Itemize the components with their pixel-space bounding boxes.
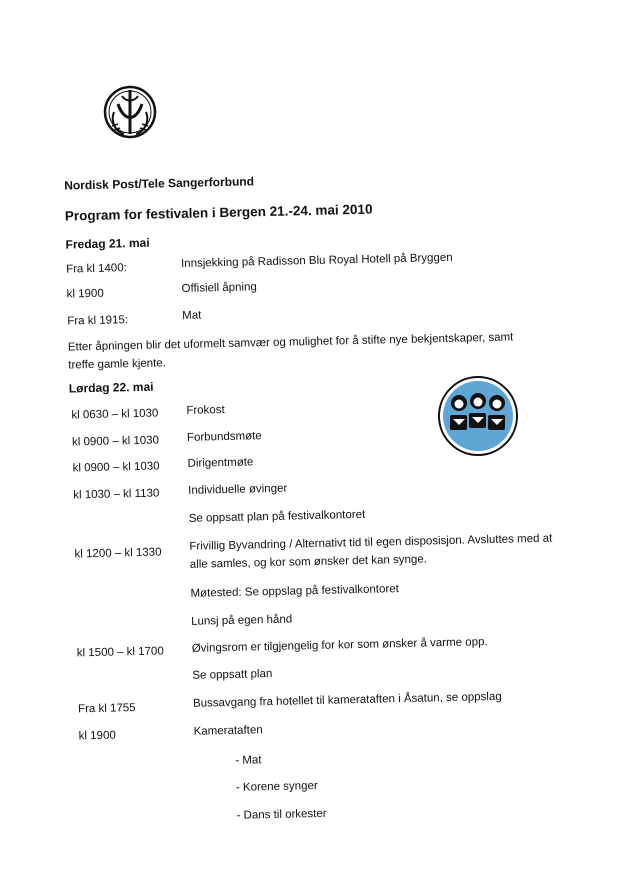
friday-note: Etter åpningen blir det uformelt samvær og mulighet for å stifte nye bekjentskaper, samt treffe gamle kjente. bbox=[67, 331, 514, 372]
schedule-time: kl 0900 – kl 1030 bbox=[72, 460, 160, 475]
schedule-time: kl 0900 – kl 1030 bbox=[71, 434, 160, 449]
saturday-heading: Lørdag 22. mai bbox=[68, 379, 154, 396]
schedule-time: Fra kl 1755 bbox=[77, 702, 136, 716]
schedule-activity: Mat bbox=[182, 309, 202, 322]
schedule-activity: Forbundsmøte bbox=[186, 430, 262, 444]
schedule-activity: Bussavgang fra hotellet til kamerataften i Åsatun, se oppslag bbox=[192, 690, 502, 710]
schedule-activity: Lunsj på egen hånd bbox=[191, 613, 293, 628]
sub-item: - Mat bbox=[235, 754, 262, 767]
schedule-activity: Se oppsatt plan bbox=[192, 667, 273, 682]
schedule-activity-continued: alle samles, og kor som ønsker det kan synge. bbox=[189, 553, 428, 571]
program-title: Program for festivalen i Bergen 21.-24. mai 2010 bbox=[64, 201, 373, 224]
schedule-activity: Frivillig Byvandring / Alternativt tid til egen disposisjon. Avsluttes med at bbox=[189, 532, 553, 553]
schedule-activity: Øvingsrom er tilgjengelig for kor som ønsker å varme opp. bbox=[191, 636, 488, 655]
schedule-activity: Kamerataften bbox=[193, 724, 263, 738]
schedule-time: kl 1200 – kl 1330 bbox=[74, 546, 162, 561]
schedule-activity: Innsjekking på Radisson Blu Royal Hotell på Bryggen bbox=[180, 251, 453, 270]
schedule-activity: Møtested: Se oppslag på festivalkontoret bbox=[190, 583, 400, 600]
schedule-time: kl 1900 bbox=[78, 729, 116, 743]
schedule-time: kl 0630 – kl 1030 bbox=[71, 407, 159, 422]
schedule-time: Fra kl 1400: bbox=[65, 262, 127, 276]
schedule-time: kl 1900 bbox=[66, 287, 104, 301]
schedule-activity: Dirigentmøte bbox=[187, 456, 254, 470]
sub-item: - Korene synger bbox=[235, 779, 318, 794]
schedule-activity: Offisiell åpning bbox=[181, 281, 257, 295]
schedule-activity: Se oppsatt plan på festivalkontoret bbox=[188, 508, 366, 525]
schedule-time: Fra kl 1915: bbox=[67, 314, 129, 328]
schedule-activity: Individuelle øvinger bbox=[188, 482, 288, 497]
friday-heading: Fredag 21. mai bbox=[65, 235, 150, 252]
sub-item: - Dans til orkester bbox=[236, 807, 327, 822]
schedule-time: kl 1030 – kl 1130 bbox=[73, 487, 160, 502]
organization-name: Nordisk Post/Tele Sangerforbund bbox=[64, 174, 255, 193]
schedule-time: kl 1500 – kl 1700 bbox=[76, 645, 164, 660]
schedule-activity: Frokost bbox=[186, 404, 225, 417]
